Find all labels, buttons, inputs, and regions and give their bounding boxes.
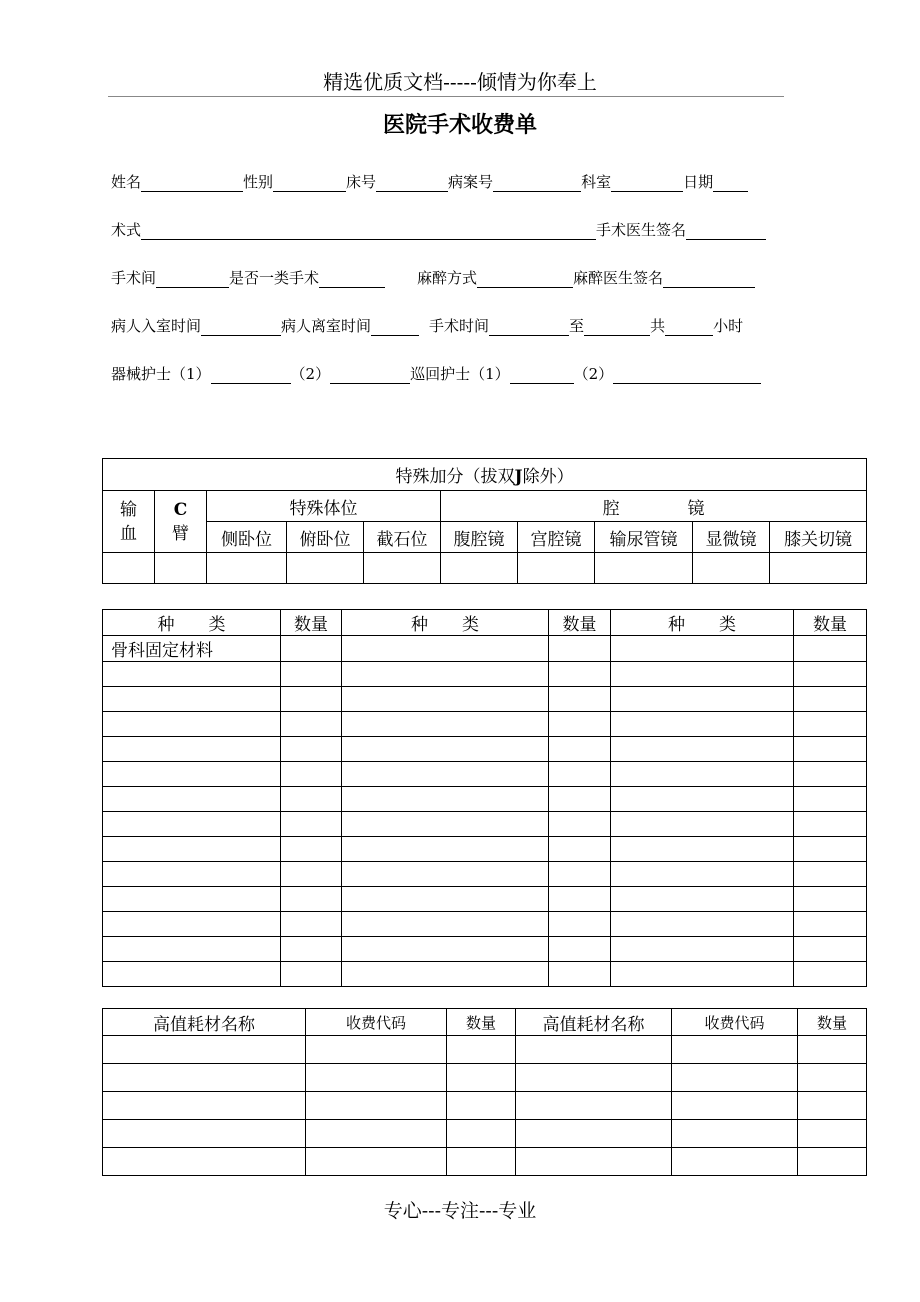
entry-cell[interactable] xyxy=(364,553,441,584)
anesth-sign-field[interactable] xyxy=(663,270,755,288)
scope-arthroscope: 膝关切镜 xyxy=(770,522,867,553)
document-header: 精选优质文档-----倾情为你奉上 xyxy=(323,70,597,94)
entry-cell[interactable] xyxy=(103,837,281,862)
entry-cell[interactable] xyxy=(798,1120,867,1148)
leave-time-field[interactable] xyxy=(371,318,419,336)
entry-cell[interactable] xyxy=(794,962,867,987)
entry-cell[interactable] xyxy=(611,662,794,687)
bed-field[interactable] xyxy=(376,174,448,192)
entry-cell[interactable] xyxy=(103,687,281,712)
qty-header: 数量 xyxy=(549,610,611,636)
form-title: 医院手术收费单 xyxy=(382,112,537,138)
position-lithotomy: 截石位 xyxy=(364,522,441,553)
anesthesia-label: 麻醉方式 xyxy=(417,269,478,287)
entry-cell[interactable] xyxy=(281,887,342,912)
entry-cell[interactable] xyxy=(103,812,281,837)
procedure-row xyxy=(111,220,766,240)
entry-cell[interactable] xyxy=(549,812,611,837)
entry-cell[interactable] xyxy=(549,862,611,887)
entry-cell[interactable] xyxy=(516,1148,672,1176)
to-label: 至 xyxy=(569,317,585,335)
anesth-sign-label: 麻醉医生签名 xyxy=(573,269,664,287)
date-field[interactable] xyxy=(713,174,748,192)
table-row xyxy=(103,887,867,912)
entry-cell[interactable] xyxy=(672,1148,798,1176)
entry-cell[interactable] xyxy=(794,787,867,812)
case-no-label: 病案号 xyxy=(448,173,494,191)
table-row xyxy=(103,1036,867,1064)
entry-cell[interactable] xyxy=(342,837,549,862)
entry-cell[interactable] xyxy=(516,1036,672,1064)
entry-cell[interactable] xyxy=(549,762,611,787)
entry-cell[interactable] xyxy=(342,662,549,687)
entry-cell[interactable] xyxy=(672,1036,798,1064)
entry-cell[interactable] xyxy=(611,687,794,712)
circ-nurse-2-label: （2） xyxy=(573,365,614,383)
entry-cell[interactable] xyxy=(611,787,794,812)
entry-cell[interactable] xyxy=(103,737,281,762)
entry-cell[interactable] xyxy=(342,712,549,737)
table-row xyxy=(103,636,867,662)
entry-cell[interactable] xyxy=(611,762,794,787)
entry-cell[interactable] xyxy=(342,812,549,837)
entry-cell[interactable] xyxy=(611,812,794,837)
circ-nurse-2-field[interactable] xyxy=(613,366,761,384)
table-row xyxy=(103,1148,867,1176)
entry-cell[interactable] xyxy=(287,553,364,584)
entry-cell[interactable] xyxy=(518,553,595,584)
ortho-fixation-material: 骨科固定材料 xyxy=(103,636,281,662)
procedure-label: 术式 xyxy=(111,221,142,239)
entry-cell[interactable] xyxy=(794,636,867,662)
entry-cell[interactable] xyxy=(342,962,549,987)
op-time-start-field[interactable] xyxy=(489,318,569,336)
entry-cell[interactable] xyxy=(281,712,342,737)
entry-cell[interactable] xyxy=(281,762,342,787)
case-no-field[interactable] xyxy=(493,174,581,192)
entry-cell[interactable] xyxy=(798,1148,867,1176)
total-label: 共 xyxy=(650,317,666,335)
entry-cell[interactable] xyxy=(306,1036,447,1064)
high-value-consumables-table xyxy=(102,1008,867,1176)
entry-cell[interactable] xyxy=(549,887,611,912)
entry-cell[interactable] xyxy=(281,662,342,687)
entry-cell[interactable] xyxy=(447,1092,516,1120)
entry-cell[interactable] xyxy=(342,862,549,887)
scope-ureteroscope: 输尿管镜 xyxy=(595,522,693,553)
table-row xyxy=(103,1120,867,1148)
position-lateral: 侧卧位 xyxy=(207,522,287,553)
endoscopy-header: 腔 镜 xyxy=(441,491,867,522)
entry-cell[interactable] xyxy=(611,737,794,762)
anesthesia-row xyxy=(111,268,755,288)
entry-cell[interactable] xyxy=(306,1092,447,1120)
scrub-nurse-2-field[interactable] xyxy=(330,366,410,384)
entry-cell[interactable] xyxy=(794,662,867,687)
entry-cell[interactable] xyxy=(103,912,281,937)
c-arm-header: C 臂 xyxy=(155,491,207,553)
entry-cell[interactable] xyxy=(103,662,281,687)
entry-cell[interactable] xyxy=(342,887,549,912)
entry-cell[interactable] xyxy=(306,1064,447,1092)
entry-cell[interactable] xyxy=(794,687,867,712)
entry-cell[interactable] xyxy=(281,812,342,837)
table-row xyxy=(103,737,867,762)
table-row xyxy=(103,1092,867,1120)
scope-laparoscope: 腹腔镜 xyxy=(441,522,518,553)
entry-cell[interactable] xyxy=(794,862,867,887)
scope-microscope: 显微镜 xyxy=(693,522,770,553)
entry-cell[interactable] xyxy=(794,912,867,937)
entry-cell[interactable] xyxy=(342,937,549,962)
table-row xyxy=(103,962,867,987)
special-points-table xyxy=(102,458,867,584)
gender-label: 性别 xyxy=(243,173,274,191)
table-row xyxy=(103,787,867,812)
entry-cell[interactable] xyxy=(794,837,867,862)
name-label: 姓名 xyxy=(111,173,142,191)
document-footer: 专心---专注---专业 xyxy=(383,1200,537,1222)
entry-cell[interactable] xyxy=(281,687,342,712)
entry-cell[interactable] xyxy=(342,787,549,812)
entry-cell[interactable] xyxy=(798,1036,867,1064)
position-prone: 俯卧位 xyxy=(287,522,364,553)
entry-cell[interactable] xyxy=(207,553,287,584)
charge-code-header: 收费代码 xyxy=(672,1009,798,1036)
or-room-field[interactable] xyxy=(156,270,229,288)
entry-cell[interactable] xyxy=(103,862,281,887)
table-row xyxy=(103,712,867,737)
entry-cell[interactable] xyxy=(794,737,867,762)
special-position-header: 特殊体位 xyxy=(207,491,441,522)
entry-cell[interactable] xyxy=(103,762,281,787)
date-label: 日期 xyxy=(683,173,714,191)
table-row xyxy=(103,1064,867,1092)
qty-header: 数量 xyxy=(794,610,867,636)
entry-cell[interactable] xyxy=(672,1092,798,1120)
entry-cell[interactable] xyxy=(103,887,281,912)
entry-cell[interactable] xyxy=(281,862,342,887)
table-row xyxy=(103,812,867,837)
entry-cell[interactable] xyxy=(611,887,794,912)
circ-nurse-1-label: 巡回护士（1） xyxy=(410,365,510,383)
entry-cell[interactable] xyxy=(549,687,611,712)
entry-cell[interactable] xyxy=(549,962,611,987)
entry-cell[interactable] xyxy=(595,553,693,584)
surgeon-sign-field[interactable] xyxy=(686,222,766,240)
entry-cell[interactable] xyxy=(342,762,549,787)
entry-cell[interactable] xyxy=(155,553,207,584)
entry-cell[interactable] xyxy=(516,1120,672,1148)
entry-cell[interactable] xyxy=(611,862,794,887)
entry-cell[interactable] xyxy=(611,837,794,862)
scrub-nurse-1-field[interactable] xyxy=(211,366,291,384)
entry-cell[interactable] xyxy=(794,887,867,912)
entry-cell[interactable] xyxy=(103,1092,306,1120)
time-row xyxy=(111,316,743,336)
qty-header: 数量 xyxy=(447,1009,516,1036)
table-row xyxy=(103,762,867,787)
scrub-nurse-1-label: 器械护士（1） xyxy=(111,365,211,383)
op-time-label: 手术时间 xyxy=(429,317,490,335)
entry-cell[interactable] xyxy=(281,787,342,812)
name-field[interactable] xyxy=(141,174,243,192)
entry-cell[interactable] xyxy=(798,1092,867,1120)
leave-time-label: 病人离室时间 xyxy=(281,317,372,335)
materials-header-row xyxy=(103,610,867,636)
entry-cell[interactable] xyxy=(306,1148,447,1176)
type-header: 种 类 xyxy=(611,610,794,636)
entry-cell[interactable] xyxy=(342,912,549,937)
entry-cell[interactable] xyxy=(103,1036,306,1064)
entry-cell[interactable] xyxy=(281,737,342,762)
entry-cell[interactable] xyxy=(342,687,549,712)
entry-cell[interactable] xyxy=(549,712,611,737)
qty-header: 数量 xyxy=(281,610,342,636)
procedure-field[interactable] xyxy=(141,222,596,240)
entry-cell[interactable] xyxy=(103,787,281,812)
entry-cell[interactable] xyxy=(549,737,611,762)
special-points-entry-row xyxy=(103,553,867,584)
table-row xyxy=(103,662,867,687)
table-row xyxy=(103,912,867,937)
entry-cell[interactable] xyxy=(770,553,867,584)
or-room-label: 手术间 xyxy=(111,269,157,287)
entry-cell[interactable] xyxy=(103,1120,306,1148)
entry-cell[interactable] xyxy=(103,712,281,737)
entry-cell[interactable] xyxy=(794,937,867,962)
entry-cell[interactable] xyxy=(516,1092,672,1120)
qty-header: 数量 xyxy=(798,1009,867,1036)
entry-cell[interactable] xyxy=(611,712,794,737)
entry-cell[interactable] xyxy=(549,662,611,687)
entry-cell[interactable] xyxy=(342,737,549,762)
entry-cell[interactable] xyxy=(103,937,281,962)
patient-info-row xyxy=(111,172,748,192)
class1-label: 是否一类手术 xyxy=(229,269,320,287)
class1-field[interactable] xyxy=(319,270,385,288)
entry-cell[interactable] xyxy=(281,837,342,862)
entry-cell[interactable] xyxy=(281,912,342,937)
enter-time-field[interactable] xyxy=(201,318,281,336)
entry-cell[interactable] xyxy=(447,1148,516,1176)
dept-field[interactable] xyxy=(611,174,683,192)
entry-cell[interactable] xyxy=(672,1120,798,1148)
charge-code-header: 收费代码 xyxy=(306,1009,447,1036)
entry-cell[interactable] xyxy=(281,636,342,662)
type-header: 种 类 xyxy=(103,610,281,636)
table-row xyxy=(103,862,867,887)
entry-cell[interactable] xyxy=(306,1120,447,1148)
entry-cell[interactable] xyxy=(441,553,518,584)
circ-nurse-1-field[interactable] xyxy=(510,366,574,384)
dept-label: 科室 xyxy=(581,173,612,191)
surgeon-sign-label: 手术医生签名 xyxy=(596,221,687,239)
type-header: 种 类 xyxy=(342,610,549,636)
entry-cell[interactable] xyxy=(447,1036,516,1064)
enter-time-label: 病人入室时间 xyxy=(111,317,202,335)
item-name-header: 高值耗材名称 xyxy=(103,1009,306,1036)
entry-cell[interactable] xyxy=(103,1148,306,1176)
header-divider xyxy=(108,96,784,97)
table-row xyxy=(103,837,867,862)
entry-cell[interactable] xyxy=(798,1064,867,1092)
table-row xyxy=(103,937,867,962)
scrub-nurse-2-label: （2） xyxy=(290,365,331,383)
entry-cell[interactable] xyxy=(516,1064,672,1092)
scope-hysteroscope: 宫腔镜 xyxy=(518,522,595,553)
bed-label: 床号 xyxy=(346,173,377,191)
entry-cell[interactable] xyxy=(103,553,155,584)
materials-table xyxy=(102,609,867,987)
gender-field[interactable] xyxy=(273,174,346,192)
entry-cell[interactable] xyxy=(447,1120,516,1148)
entry-cell[interactable] xyxy=(549,787,611,812)
entry-cell[interactable] xyxy=(549,937,611,962)
anesthesia-field[interactable] xyxy=(477,270,573,288)
nurse-row xyxy=(111,364,761,384)
hours-label: 小时 xyxy=(713,317,744,335)
entry-cell[interactable] xyxy=(549,636,611,662)
entry-cell[interactable] xyxy=(549,912,611,937)
high-value-header-row xyxy=(103,1009,867,1036)
table-row xyxy=(103,687,867,712)
entry-cell[interactable] xyxy=(794,712,867,737)
entry-cell[interactable] xyxy=(281,962,342,987)
op-time-end-field[interactable] xyxy=(584,318,650,336)
entry-cell[interactable] xyxy=(103,962,281,987)
total-hours-field[interactable] xyxy=(665,318,713,336)
entry-cell[interactable] xyxy=(447,1064,516,1092)
entry-cell[interactable] xyxy=(611,912,794,937)
transfusion-header: 输 血 xyxy=(103,491,155,553)
entry-cell[interactable] xyxy=(672,1064,798,1092)
entry-cell[interactable] xyxy=(693,553,770,584)
entry-cell[interactable] xyxy=(281,937,342,962)
special-points-title: 特殊加分（拔双J除外） xyxy=(103,459,867,491)
entry-cell[interactable] xyxy=(611,962,794,987)
entry-cell[interactable] xyxy=(794,762,867,787)
entry-cell[interactable] xyxy=(549,837,611,862)
entry-cell[interactable] xyxy=(794,812,867,837)
entry-cell[interactable] xyxy=(611,937,794,962)
entry-cell[interactable] xyxy=(342,636,549,662)
entry-cell[interactable] xyxy=(103,1064,306,1092)
item-name-header: 高值耗材名称 xyxy=(516,1009,672,1036)
entry-cell[interactable] xyxy=(611,636,794,662)
